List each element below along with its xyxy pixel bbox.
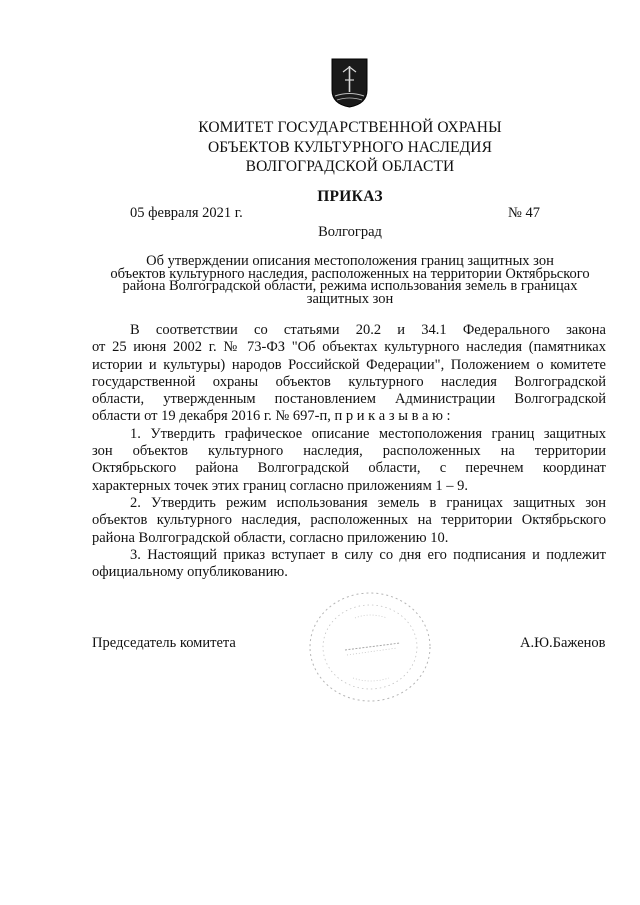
item-1-paragraph: [92, 426, 606, 495]
text-line: 3. Настоящий приказ вступает в силу со дня его подписания и подлежит: [130, 546, 606, 563]
signatory-role: Председатель комитета: [92, 635, 236, 651]
text-line: области, утвержденным постановлением Администрации Волгоградской: [92, 391, 606, 408]
org-line: ВОЛГОГРАДСКОЙ ОБЛАСТИ: [245, 158, 455, 175]
text-line: от 25 июня 2002 г. № 73-ФЗ "Об объектах культурного наследия (памятниках: [92, 339, 606, 356]
order-subject: [90, 255, 610, 305]
order-title: ПРИКАЗ: [317, 188, 383, 205]
text-line: В соответствии со статьями 20.2 и 34.1 Федерального закона: [130, 322, 606, 338]
text-line: характерных точек этих границ согласно приложениям 1 – 9.: [92, 477, 468, 494]
preamble-paragraph: [92, 322, 606, 426]
text-line: Октябрьского района Волгоградской области, с перечнем координат: [92, 460, 606, 477]
text-line: официальному опубликованию.: [92, 564, 288, 581]
order-body: [92, 322, 606, 581]
text-line: зон объектов культурного наследия, расположенных на территории: [92, 443, 606, 460]
text-line: государственной охраны объектов культурного наследия Волгоградской: [92, 373, 606, 390]
order-date: 05 февраля 2021 г.: [130, 205, 243, 221]
org-line: ОБЪЕКТОВ КУЛЬТУРНОГО НАСЛЕДИЯ: [207, 138, 493, 156]
subject-line: защитных зон: [306, 290, 394, 307]
item-3-paragraph: [92, 547, 606, 582]
text-line: района Волгоградской области, согласно приложению 10.: [92, 529, 449, 546]
org-line: КОМИТЕТ ГОСУДАРСТВЕННОЙ ОХРАНЫ: [198, 119, 502, 136]
order-city: Волгоград: [318, 224, 382, 240]
item-2-paragraph: [92, 495, 606, 547]
subject-line: объектов культурного наследия, расположенных на территории Октябрьского: [110, 265, 590, 282]
volgograd-coat-of-arms-icon: [331, 58, 368, 108]
text-line: истории и культуры) народов Российской Федерации", Положением о комитете: [92, 356, 606, 373]
text-line: объектов культурного наследия, расположенных на территории Октябрьского: [92, 512, 606, 529]
text-line: 2. Утвердить режим использования земель в границах защитных зон: [130, 494, 606, 511]
signatory-name: А.Ю.Баженов: [520, 635, 606, 651]
subject-line: района Волгоградской области, режима использования земель в границах: [122, 278, 578, 294]
organization-name: [150, 118, 550, 177]
official-stamp: [305, 588, 435, 706]
subject-line: Об утверждении описания местоположения границ защитных зон: [146, 253, 554, 269]
text-line: 1. Утвердить графическое описание местоположения границ защитных: [130, 425, 606, 442]
text-line: области от 19 декабря 2016 г. № 697-п, п р и к а з ы в а ю :: [92, 408, 451, 425]
order-number: № 47: [508, 205, 540, 221]
